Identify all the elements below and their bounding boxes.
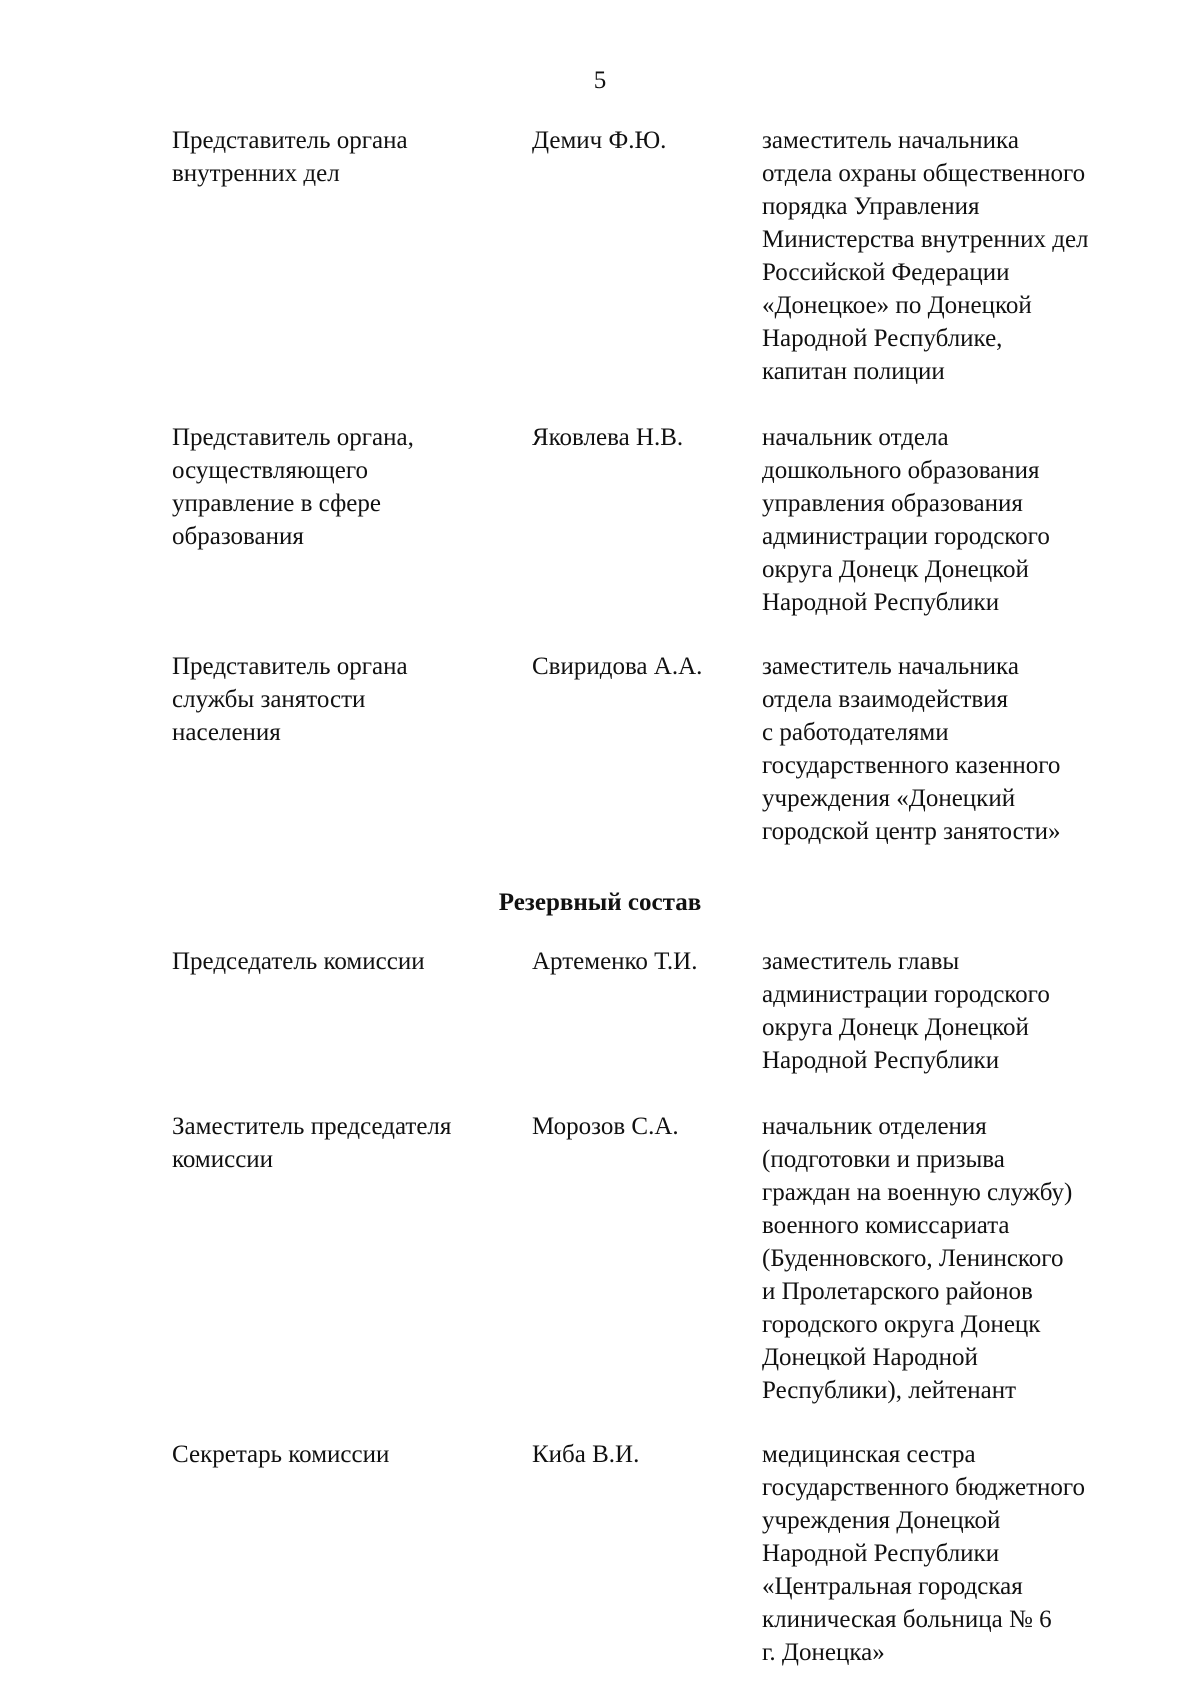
description-line: администрации городского: [762, 523, 1050, 550]
member-name: Демич Ф.Ю.: [532, 127, 667, 154]
description-line: граждан на военную службу): [762, 1179, 1073, 1206]
description-line: округа Донецк Донецкой: [762, 556, 1029, 583]
description-line: клиническая больница № 6: [762, 1606, 1052, 1633]
role-line: населения: [172, 719, 281, 746]
member-name: Артеменко Т.И.: [532, 948, 698, 975]
role-line: службы занятости: [172, 686, 366, 713]
member-role: [172, 1110, 512, 1176]
page-number: 5: [593, 67, 607, 94]
member-description: [762, 945, 1172, 1077]
description-line: учреждения «Донецкий: [762, 785, 1016, 812]
role-line: Заместитель председателя: [172, 1113, 452, 1140]
description-line: начальник отделения: [762, 1113, 987, 1140]
member-description: [762, 421, 1172, 619]
description-line: городской центр занятости»: [762, 818, 1061, 845]
description-line: дошкольного образования: [762, 457, 1040, 484]
member-description: [762, 1110, 1172, 1407]
description-line: Народной Республики: [762, 589, 1000, 616]
description-line: отдела взаимодействия: [762, 686, 1009, 713]
description-line: заместитель начальника: [762, 653, 1019, 680]
description-line: учреждения Донецкой: [762, 1507, 1001, 1534]
member-role: [172, 650, 512, 749]
description-line: заместитель начальника: [762, 127, 1019, 154]
description-line: (подготовки и призыва: [762, 1146, 1005, 1173]
description-line: Министерства внутренних дел: [762, 226, 1089, 253]
role-line: внутренних дел: [172, 160, 340, 187]
member-description: [762, 650, 1172, 848]
role-line: образования: [172, 523, 304, 550]
description-line: «Центральная городская: [762, 1573, 1023, 1600]
member-description: [762, 1438, 1172, 1669]
description-line: государственного казенного: [762, 752, 1061, 779]
role-line: Председатель комиссии: [172, 948, 425, 975]
role-line: Представитель органа: [172, 653, 408, 680]
member-role: [172, 1438, 512, 1471]
member-description: [762, 124, 1172, 388]
member-role: [172, 124, 512, 190]
description-line: округа Донецк Донецкой: [762, 1014, 1029, 1041]
description-line: Народной Республики: [762, 1047, 1000, 1074]
role-line: Представитель органа,: [172, 424, 414, 451]
role-line: комиссии: [172, 1146, 274, 1173]
role-line: Представитель органа: [172, 127, 408, 154]
description-line: управления образования: [762, 490, 1023, 517]
description-line: с работодателями: [762, 719, 949, 746]
description-line: заместитель главы: [762, 948, 960, 975]
member-role: [172, 421, 512, 553]
description-line: администрации городского: [762, 981, 1050, 1008]
role-line: Секретарь комиссии: [172, 1441, 390, 1468]
description-line: Народной Республики: [762, 1540, 1000, 1567]
description-line: городского округа Донецк: [762, 1311, 1041, 1338]
description-line: Народной Республике,: [762, 325, 1003, 352]
description-line: «Донецкое» по Донецкой: [762, 292, 1032, 319]
section-heading: Резервный состав: [498, 889, 702, 916]
role-line: осуществляющего: [172, 457, 368, 484]
description-line: государственного бюджетного: [762, 1474, 1085, 1501]
description-line: г. Донецка»: [762, 1639, 885, 1666]
description-line: капитан полиции: [762, 358, 945, 385]
member-role: [172, 945, 512, 978]
description-line: Республики), лейтенант: [762, 1377, 1016, 1404]
member-name: Свиридова А.А.: [532, 653, 703, 680]
description-line: начальник отдела: [762, 424, 949, 451]
description-line: Российской Федерации: [762, 259, 1010, 286]
member-name: Морозов С.А.: [532, 1113, 679, 1140]
member-name: Яковлева Н.В.: [532, 424, 684, 451]
role-line: управление в сфере: [172, 490, 381, 517]
description-line: отдела охраны общественного: [762, 160, 1086, 187]
description-line: порядка Управления: [762, 193, 980, 220]
description-line: медицинская сестра: [762, 1441, 976, 1468]
description-line: и Пролетарского районов: [762, 1278, 1033, 1305]
description-line: Донецкой Народной: [762, 1344, 978, 1371]
member-name: Киба В.И.: [532, 1441, 640, 1468]
description-line: (Буденновского, Ленинского: [762, 1245, 1064, 1272]
description-line: военного комиссариата: [762, 1212, 1010, 1239]
